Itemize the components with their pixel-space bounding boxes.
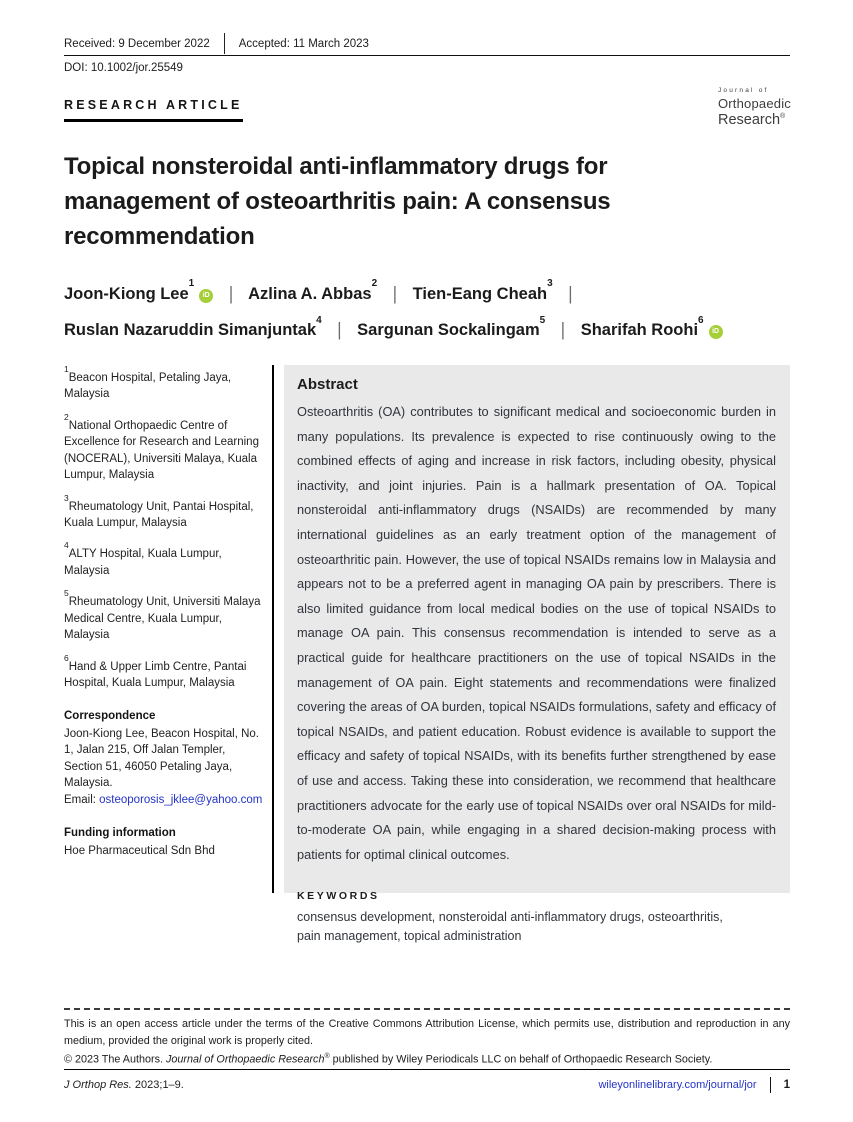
author-line-1	[64, 278, 764, 306]
correspondence-heading: Correspondence	[64, 710, 156, 723]
affiliation-3: $^3$Rheumatology Unit, Pantai Hospital, Kuala Lumpur, Malaysia	[64, 492, 254, 529]
keywords-list: consensus development, nonsteroidal anti-inflammatory drugs, osteoarthritis, pain management, topical administration	[297, 910, 723, 944]
author-separator: |	[228, 283, 234, 304]
funding-heading: Funding information	[64, 827, 176, 840]
license-text: This is an open access article under the terms of the Creative Commons Attribution License, which permits use, distribution and reproduction in any medium, provided the original work is properly cited.	[64, 1018, 790, 1047]
received-date: Received: 9 December 2022	[64, 37, 210, 50]
author-separator: |	[337, 320, 342, 340]
abstract-panel	[284, 365, 790, 944]
funding-body: Hoe Pharmaceutical Sdn Bhd	[64, 844, 215, 857]
author: Joon-Kiong Lee$^1$	[64, 278, 195, 303]
orcid-icon[interactable]: iD	[709, 325, 723, 339]
author: Sharifah Roohi$^6$	[580, 314, 704, 339]
page-footer	[64, 1077, 790, 1093]
page-number: 1	[783, 1079, 790, 1091]
footer-right	[598, 1077, 790, 1093]
abstract-body: Osteoarthritis (OA) contributes to significant medical and socioeconomic burden in many populations. Its prevalence is expected to rise continuously owing to the combined effects of aging and increase in risk factors, including obesity, physical inactivity, and joint injuries. Pain is a hallmark presentation of OA. Topical nonsteroidal anti-inflammatory drugs (NSAIDs) are recommended by many international guidelines as an early treatment option of the management of osteoarthritic pain. However, the use of topical NSAIDs remains low in Malaysia and appears not to be a preferred agent in managing OA pain by prescribers. There is also limited guidance from local medical bodies on the use of topical NSAIDs to manage OA pain. This consensus recommendation is intended to serve as a practical guide for healthcare practitioners on the use of topical NSAIDs in the management of OA pain. Eight statements and recommendations were finalized covering the areas of OA burden, topical NSAIDs formulations, safety and efficacy of topical NSAIDs, and patient education. Robust evidence is available to support the efficacy and safety of topical NSAIDs, with its benefits further strengthened by ease of use and access. Taking these into consideration, we recommend that healthcare practitioners advocate for the early use of topical NSAIDs over oral NSAIDs for mild-to-moderate OA pain, while engaging in a shared decision-making process with patients for optimal clinical outcomes.	[297, 404, 776, 862]
author-line-2	[64, 315, 764, 343]
doi: DOI: 10.1002/jor.25549	[64, 62, 183, 74]
author: Ruslan Nazaruddin Simanjuntak$^4$	[64, 314, 322, 339]
copyright-journal-name: Journal of Orthopaedic Research	[166, 1053, 325, 1066]
affiliation-4: $^4$ALTY Hospital, Kuala Lumpur, Malaysia	[64, 540, 222, 577]
license-section	[64, 1008, 790, 1068]
column-divider	[272, 365, 274, 893]
accepted-date: Accepted: 11 March 2023	[238, 37, 369, 50]
footer-rule	[64, 1069, 790, 1070]
abstract-heading: Abstract	[297, 376, 358, 393]
author-list	[64, 278, 764, 351]
article-title: Topical nonsteroidal anti-inflammatory drugs for management of osteoarthritis pain: A consensus recommendation	[64, 153, 611, 250]
author: Azlina A. Abbas$^2$	[248, 278, 378, 303]
affiliation-5: $^5$Rheumatology Unit, Universiti Malaya Medical Centre, Kuala Lumpur, Malaysia	[64, 588, 261, 642]
copyright-line: © 2023 The Authors. Journal of Orthopaedic Research® published by Wiley Periodicals LLC on behalf of Orthopaedic Research Society.	[64, 1053, 713, 1066]
journal-logo-bottom: Research®	[717, 111, 786, 128]
affiliation-1: $^1$Beacon Hospital, Petaling Jaya, Malaysia	[64, 364, 232, 401]
footer-divider	[770, 1077, 771, 1093]
correspondence-section	[64, 708, 266, 808]
journal-logo-top: Journal of	[717, 87, 769, 94]
funding-section	[64, 825, 266, 859]
article-type-label: RESEARCH ARTICLE	[64, 96, 243, 122]
email-link[interactable]: osteoporosis_jklee@yahoo.com	[99, 793, 263, 806]
affiliation-6: $^6$Hand & Upper Limb Centre, Pantai Hospital, Kuala Lumpur, Malaysia	[64, 652, 247, 689]
author-separator: |	[568, 283, 573, 304]
journal-logo	[718, 84, 791, 127]
received-accepted-bar	[64, 33, 790, 54]
journal-website-link[interactable]: wileyonlinelibrary.com/journal/jor	[598, 1079, 757, 1091]
author: Tien-Eang Cheah$^3$	[412, 278, 553, 303]
correspondence-email-line: Email: osteoporosis_jklee@yahoo.com	[64, 793, 263, 806]
meta-divider	[224, 33, 225, 54]
orcid-icon[interactable]: iD	[199, 289, 213, 303]
body-columns	[64, 364, 790, 944]
affiliation-2: $^2$National Orthopaedic Centre of Excellence for Research and Learning (NOCERAL), Universiti Malaya, Kuala Lumpur, Malaysia	[64, 411, 259, 482]
correspondence-address: Joon-Kiong Lee, Beacon Hospital, No. 1, Jalan 215, Off Jalan Templer, Section 51, 46050 Petaling Jaya, Malaysia.	[64, 727, 259, 790]
header-rule	[64, 55, 790, 56]
journal-logo-middle: Orthopaedic	[717, 96, 791, 111]
author-separator: |	[560, 320, 566, 340]
citation: J Orthop Res. 2023;1–9.	[64, 1079, 184, 1091]
keywords-heading: KEYWORDS	[297, 890, 380, 903]
author-separator: |	[392, 283, 398, 304]
affiliations-column	[64, 365, 272, 893]
author: Sargunan Sockalingam$^5$	[357, 314, 546, 339]
